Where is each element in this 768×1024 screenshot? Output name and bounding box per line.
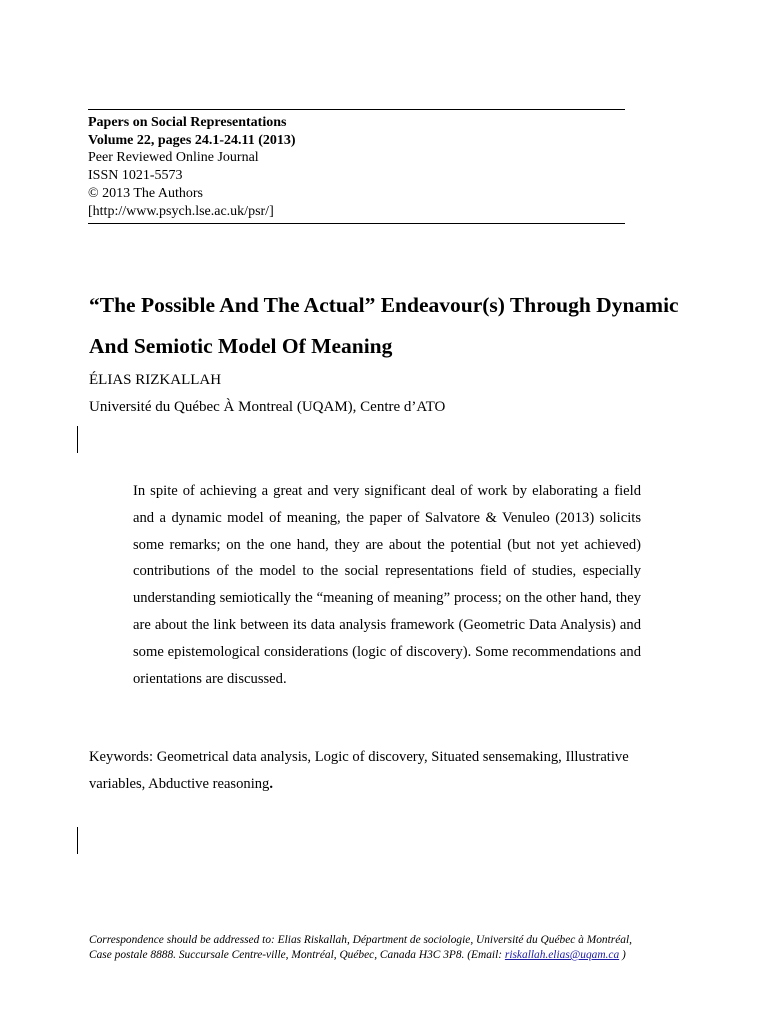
journal-volume: Volume 22, pages 24.1-24.11 (2013): [88, 132, 296, 148]
author-name: ÉLIAS RIZKALLAH: [89, 372, 222, 388]
footnote-text: Correspondence should be addressed to: Elias Riskallah, Départment de sociologie, Université du Québec à Montréal, Case postale 8888. Succursale Centre-ville, Montréal, Québec, Canada H3C 3P8. (Email:: [89, 934, 632, 961]
keywords-text: Keywords: Geometrical data analysis, Logic of discovery, Situated sensemaking, Illustrative variables, Abductive reasoning: [89, 749, 629, 792]
text-cursor: [77, 426, 78, 453]
journal-header: [88, 109, 625, 224]
email-link[interactable]: riskallah.elias@uqam.ca: [504, 949, 620, 961]
author-affiliation: Université du Québec À Montreal (UQAM), Centre d’ATO: [89, 399, 446, 415]
peer-reviewed-label: Peer Reviewed Online Journal: [88, 150, 259, 166]
correspondence-footnote: [89, 933, 649, 963]
text-cursor: [77, 827, 78, 854]
keywords: [89, 744, 649, 797]
footnote-close: ): [619, 949, 626, 961]
copyright: © 2013 The Authors: [88, 185, 203, 201]
keywords-period: .: [269, 775, 273, 792]
issn: ISSN 1021-5573: [88, 168, 183, 184]
journal-name: Papers on Social Representations: [88, 115, 287, 130]
abstract: In spite of achieving a great and very significant deal of work by elaborating a field and a dynamic model of meaning, the paper of Salvatore & Venuleo (2013) solicits some remarks; on the one hand, they are about the potential (but not yet achieved) contributions of the model to the social representations field of studies, especially understanding semiotically the “meaning of meaning” process; on the other hand, they are about the link between its data analysis framework (Geometric Data Analysis) and some epistemological considerations (logic of discovery). Some recommendations and orientations are discussed.: [133, 483, 641, 687]
journal-url-link[interactable]: [http://www.psych.lse.ac.uk/psr/]: [88, 203, 274, 219]
article-title: “The Possible And The Actual” Endeavour(s) Through Dynamic And Semiotic Model Of Meaning: [89, 293, 679, 358]
